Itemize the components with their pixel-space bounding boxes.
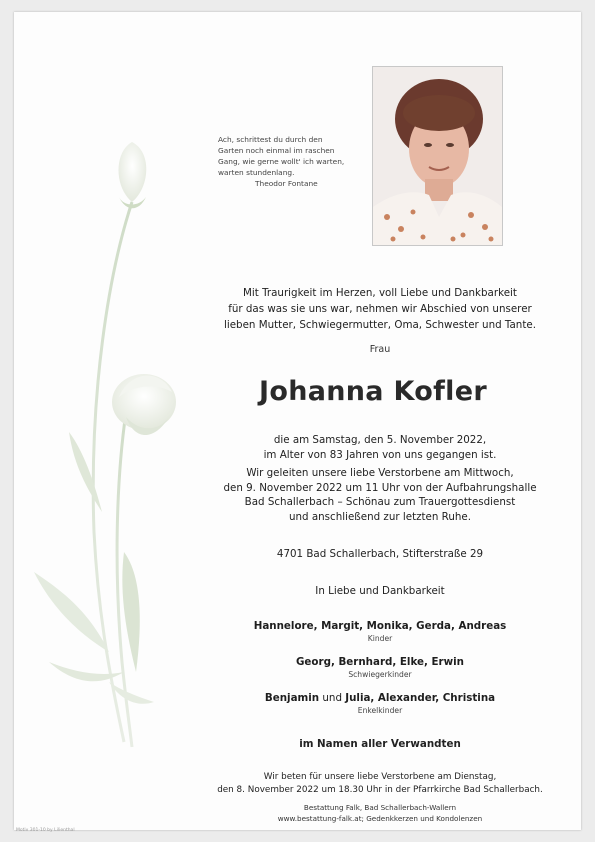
quote-line: Gang, wie gerne wollt' ich warten, xyxy=(218,157,345,166)
intro-line: lieben Mutter, Schwiegermutter, Oma, Schwester und Tante. xyxy=(224,319,536,331)
portrait-illustration xyxy=(373,67,502,245)
conjunction: und xyxy=(319,692,346,704)
grandchild-name: Benjamin xyxy=(264,692,320,704)
family-inlaws-relation: Schwiegerkinder xyxy=(348,670,412,679)
portrait-photo xyxy=(372,66,503,246)
prayer-line: Wir beten für unsere liebe Verstorbene am Dienstag, xyxy=(263,772,497,782)
funeral-line: Wir geleiten unsere liebe Verstorbene am Mittwoch, xyxy=(246,467,514,479)
grandchild-names: Julia, Alexander, Christina xyxy=(345,692,496,704)
footer-line: Bestattung Falk, Bad Schallerbach-Wallern xyxy=(303,803,457,812)
poem-quote xyxy=(218,134,368,189)
death-line: die am Samstag, den 5. November 2022, xyxy=(273,434,487,446)
prayer-notice xyxy=(190,771,570,797)
family-children-relation: Kinder xyxy=(367,634,393,643)
quote-line: Garten noch einmal im raschen xyxy=(218,146,335,155)
funeral-home-footer xyxy=(190,802,570,824)
intro-line: Mit Traurigkeit im Herzen, voll Liebe und Dankbarkeit xyxy=(243,287,517,299)
family-children-names: Hannelore, Margit, Monika, Gerda, Andreas xyxy=(253,620,507,632)
address: 4701 Bad Schallerbach, Stifterstraße 29 xyxy=(276,548,484,560)
family-inlaws-names: Georg, Bernhard, Elke, Erwin xyxy=(295,656,465,668)
intro-text xyxy=(190,285,570,333)
funeral-details xyxy=(190,466,570,524)
footer-website: www.bestattung-falk.at; Gedenkkerzen und Kondolenzen xyxy=(277,814,483,823)
intro-line: für das was sie uns war, nehmen wir Abschied von unserer xyxy=(228,303,532,315)
quote-line: warten stundenlang. xyxy=(218,168,295,177)
family-grandchildren-names xyxy=(190,692,570,704)
closing-line: im Namen aller Verwandten xyxy=(299,738,461,750)
death-line: im Alter von 83 Jahren von uns gegangen ist. xyxy=(263,448,497,461)
deceased-name: Johanna Kofler xyxy=(259,376,487,407)
quote-author: Theodor Fontane xyxy=(255,179,318,188)
prayer-line: den 8. November 2022 um 18.30 Uhr in der Pfarrkirche Bad Schallerbach. xyxy=(217,785,543,795)
funeral-line: den 9. November 2022 um 11 Uhr von der Aufbahrungshalle xyxy=(223,481,537,494)
photo-credit: Motiv 301-10 by Lilienthal xyxy=(16,828,75,833)
quote-line: Ach, schrittest du durch den xyxy=(218,135,323,144)
family-grandchildren-relation: Enkelkinder xyxy=(357,706,403,715)
love-line: In Liebe und Dankbarkeit xyxy=(315,585,445,597)
funeral-line: und anschließend zur letzten Ruhe. xyxy=(288,510,472,523)
death-notice xyxy=(190,433,570,462)
salutation: Frau xyxy=(369,344,391,355)
funeral-line: Bad Schallerbach – Schönau zum Trauergottesdienst xyxy=(244,496,516,508)
